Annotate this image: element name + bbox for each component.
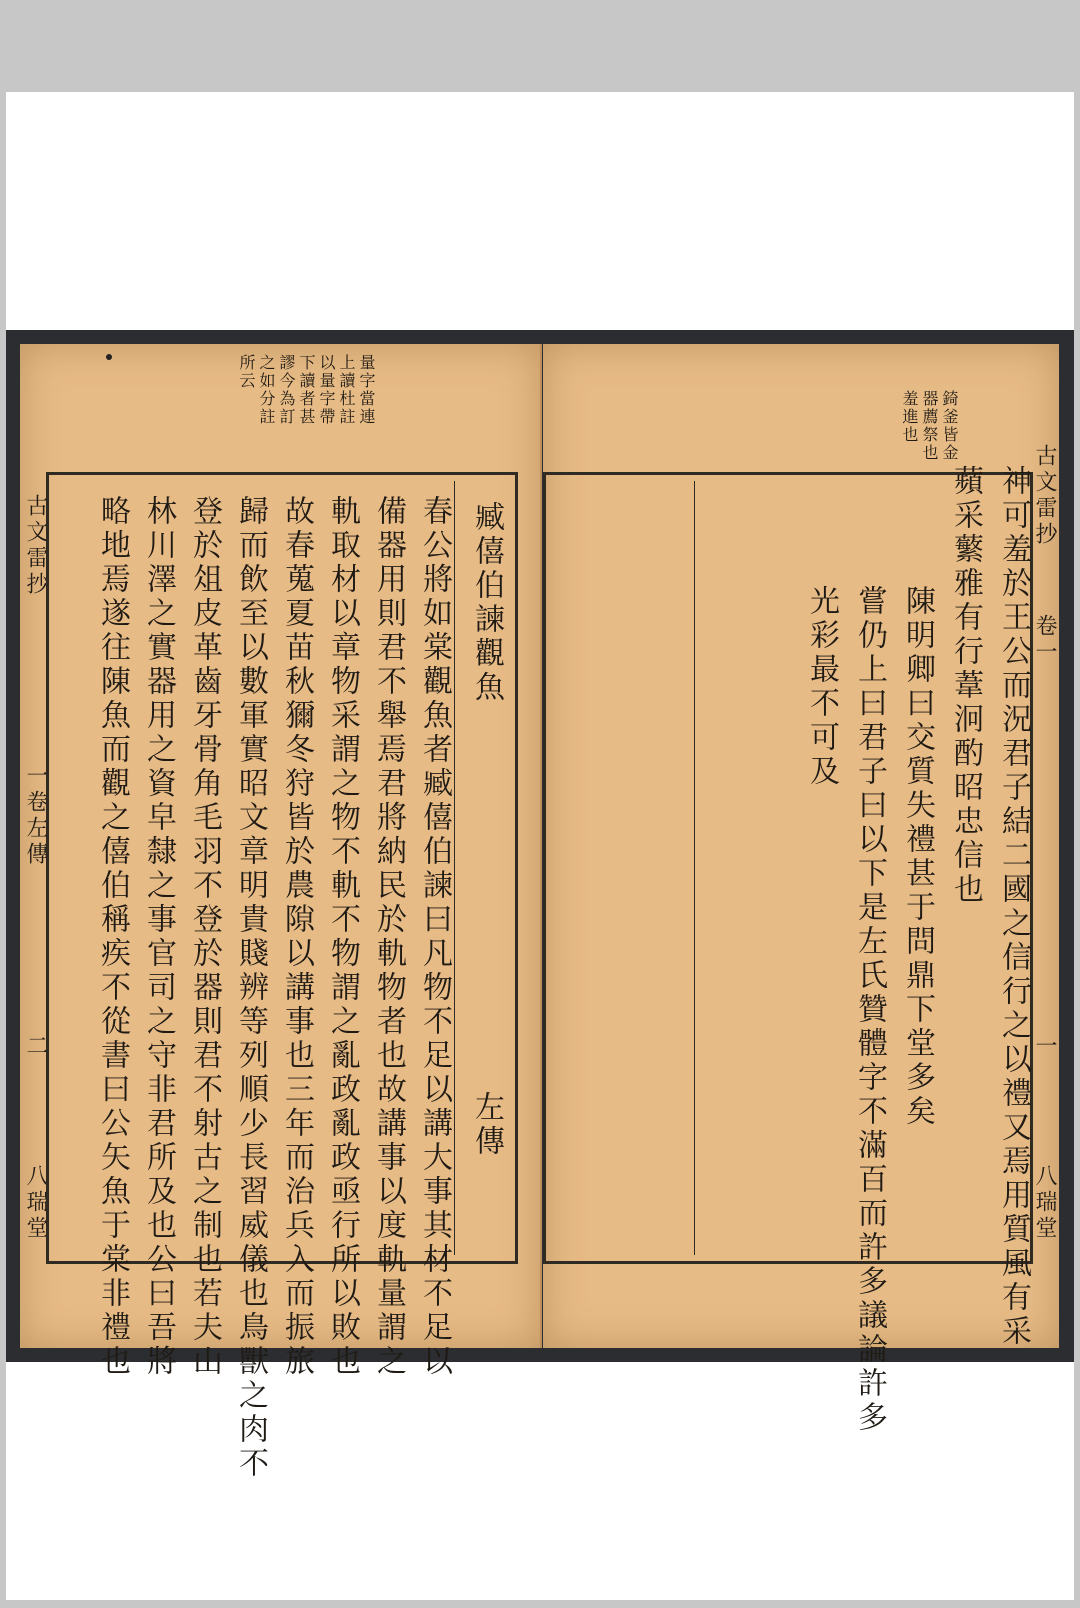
header-note: 謬今為訂: [277, 354, 296, 426]
text-column: 軌取材以章物采謂之物不軌不物謂之亂政亂政亟行所以敗也: [325, 495, 360, 1379]
column-rule: [694, 481, 695, 1255]
text-column: 嘗仍上曰君子曰以下是左氏贊體字不滿百而許多議論許多: [852, 585, 887, 1435]
margin-studio: 八瑞堂: [23, 1164, 48, 1242]
text-block: [543, 465, 1033, 1435]
text-block: [46, 472, 518, 1481]
source-label: 左傳: [469, 1091, 504, 1159]
header-note: 量字當連: [357, 354, 376, 426]
text-column: 陳明卿曰交質失禮甚于問鼎下堂多矣: [900, 585, 935, 1129]
text-column: 登於俎皮革齒牙骨角毛羽不登於器則君不射古之制也若夫山: [187, 495, 222, 1379]
book-scan: [6, 330, 1074, 1481]
header-note: 上讀杜註: [337, 354, 356, 426]
text-column: 歸而飲至以數軍實昭文章明貴賤辨等列順少長習威儀也鳥獸之肉不: [233, 495, 268, 1481]
text-column: 神可羞於王公而況君子結二國之信行之以禮又焉用質風有采: [996, 465, 1031, 1349]
margin-page: 二: [23, 1034, 48, 1060]
ink-dot: [106, 354, 112, 360]
header-note: 錡釜皆金: [940, 390, 959, 462]
header-note: 下讀者甚: [297, 354, 316, 426]
margin-studio: 八瑞堂: [1032, 1164, 1057, 1242]
margin-volume: 一卷左傳: [23, 764, 48, 868]
left-page: [20, 344, 542, 1481]
text-column: 光彩最不可及: [804, 585, 839, 789]
header-note: 之如分註: [257, 354, 276, 426]
margin-title: 古文雷抄: [23, 494, 48, 598]
header-note: 器薦祭也: [920, 390, 939, 462]
article-title: 臧僖伯諫觀魚: [469, 501, 504, 705]
column-rule: [454, 481, 455, 1255]
text-column: 略地焉遂往陳魚而觀之僖伯稱疾不從書曰公矢魚于棠非禮也: [95, 495, 130, 1379]
text-column: 故春蒐夏苗秋獮冬狩皆於農隙以講事也三年而治兵入而振旅: [279, 495, 314, 1379]
margin-page: 一: [1032, 1034, 1057, 1060]
header-note: 羞進也: [900, 390, 919, 444]
text-column: 蘋采蘩雅有行葦泂酌昭忠信也: [948, 465, 983, 907]
right-page: [543, 344, 1059, 1435]
header-note: 以量字帶: [317, 354, 336, 426]
margin-title: 古文雷抄: [1032, 444, 1057, 548]
header-note: 所云: [237, 354, 256, 390]
text-column: 林川澤之實器用之資皁隸之事官司之守非君所及也公曰吾將: [141, 495, 176, 1379]
margin-volume: 卷一: [1032, 614, 1057, 666]
text-column: 春公將如棠觀魚者臧僖伯諫曰凡物不足以講大事其材不足以: [417, 495, 452, 1379]
text-column: 備器用則君不舉焉君將納民於軌物者也故講事以度軌量謂之: [371, 495, 406, 1379]
